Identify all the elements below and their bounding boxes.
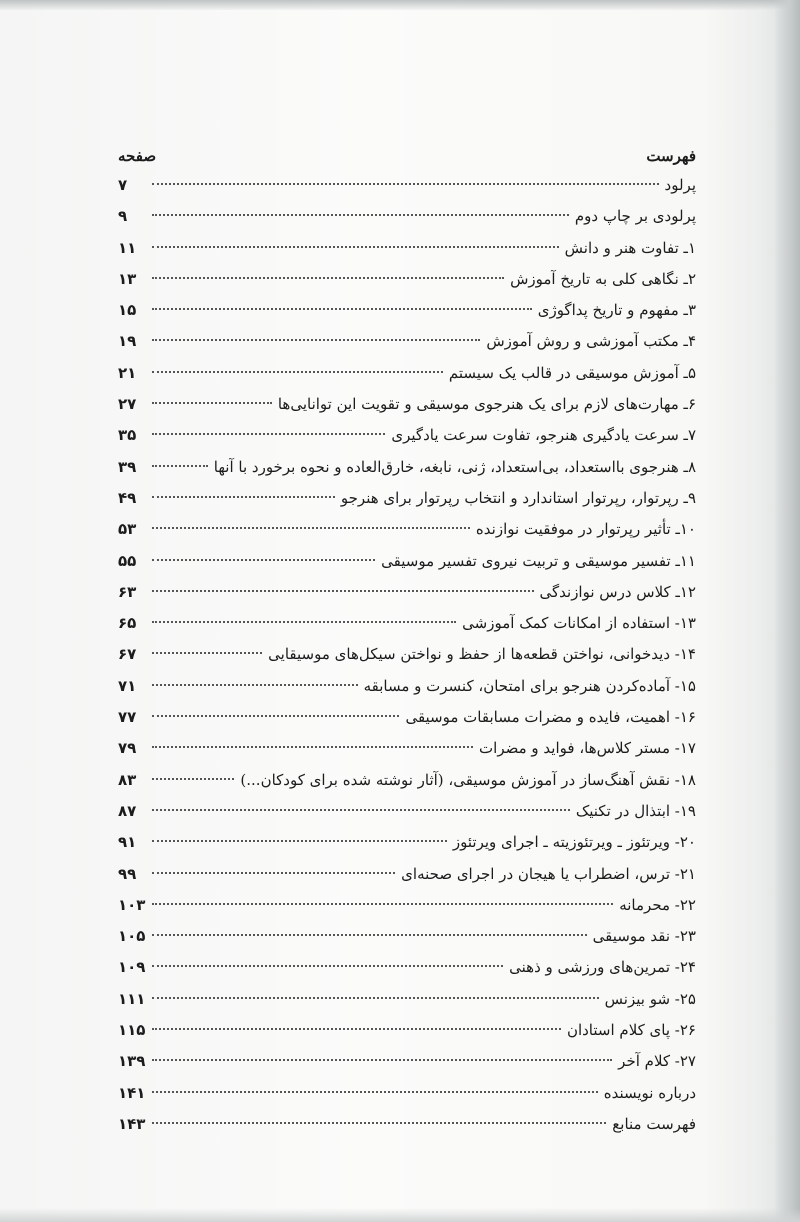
toc-entry	[118, 326, 696, 357]
dot-leader	[152, 433, 385, 435]
dot-leader	[152, 339, 480, 341]
toc-entry-title: ۷ـ سرعت یادگیری هنرجو، تفاوت سرعت یادگیری	[391, 426, 696, 445]
toc-entry-title: ۸ـ هنرجوی بااستعداد، بی‌استعداد، ژنی، نابغه، خارق‌العاده و نحوه برخورد با آنها	[213, 457, 696, 476]
toc-entry-page-number: ۶۷	[118, 645, 137, 664]
toc-entry	[118, 483, 696, 514]
toc-entry-title: ۲۰- ویرتئوز ـ ویرتئوزیته ـ اجرای ویرتئوز	[452, 833, 696, 852]
toc-entry	[118, 639, 696, 670]
toc-entry-title: ۶ـ مهارت‌های لازم برای یک هنرجوی موسیقی و تقویت این توانایی‌ها	[277, 395, 696, 414]
toc-entry-page-number: ۵۵	[118, 551, 137, 570]
page-top-shadow	[0, 0, 800, 10]
dot-leader	[152, 371, 443, 373]
toc-entry-title: ۲۱- ترس، اضطراب یا هیجان در اجرای صحنه‌ای	[401, 864, 696, 883]
toc-entry-page-number: ۱۰۵	[118, 927, 146, 946]
toc-entry-page-number: ۷۱	[118, 676, 137, 695]
toc-entry-title: ۱۹- ابتذال در تکنیک	[575, 801, 696, 820]
toc-entry-title: ۱ـ تفاوت هنر و دانش	[564, 238, 696, 257]
table-of-contents	[118, 142, 696, 1140]
toc-entry	[118, 170, 696, 201]
dot-leader	[152, 277, 504, 279]
toc-entry	[118, 796, 696, 827]
toc-entry	[118, 295, 696, 326]
toc-entry	[118, 514, 696, 545]
dot-leader	[152, 559, 375, 561]
toc-entry	[118, 765, 696, 796]
toc-entry	[118, 546, 696, 577]
toc-entry-page-number: ۱۰۳	[118, 895, 146, 914]
toc-entry	[118, 1015, 696, 1046]
toc-entry-title: ۴ـ مکتب آموزشی و روش آموزش	[486, 332, 696, 351]
dot-leader	[152, 840, 447, 842]
toc-entry	[118, 577, 696, 608]
toc-entry-page-number: ۱۳	[118, 269, 137, 288]
toc-entry-page-number: ۷۹	[118, 739, 137, 758]
toc-entry-page-number: ۳۹	[118, 457, 137, 476]
dot-leader	[152, 746, 473, 748]
toc-entry-title: ۲۲- محرمانه	[619, 895, 696, 914]
toc-entry-title: پرلودی بر چاپ دوم	[574, 207, 696, 226]
toc-entry-page-number: ۸۳	[118, 770, 137, 789]
toc-entry-title: ۱۴- دیدخوانی، نواختن قطعه‌ها از حفظ و نواختن سیکل‌های موسیقایی	[268, 645, 696, 664]
dot-leader	[152, 934, 587, 936]
toc-entry-page-number: ۱۴۱	[118, 1083, 146, 1102]
toc-entry	[118, 1109, 696, 1140]
toc-entry-page-number: ۱۱	[118, 238, 137, 257]
toc-entry-title: درباره نویسنده	[603, 1083, 696, 1102]
dot-leader	[152, 715, 399, 717]
dot-leader	[152, 183, 659, 185]
dot-leader	[152, 652, 262, 654]
dot-leader	[152, 496, 335, 498]
toc-entry-page-number: ۹	[118, 207, 128, 226]
toc-entry-title: ۱۵- آماده‌کردن هنرجو برای امتحان، کنسرت و مسابقه	[363, 676, 696, 695]
toc-header	[118, 142, 696, 170]
toc-entry-title: ۱۷- مستر کلاس‌ها، فواید و مضرات	[479, 739, 696, 758]
page-bottom-shadow	[0, 1208, 800, 1222]
toc-entry	[118, 859, 696, 890]
toc-entry-page-number: ۴۹	[118, 488, 137, 507]
toc-entry	[118, 358, 696, 389]
toc-entry-page-number: ۸۷	[118, 801, 137, 820]
toc-entry-page-number: ۱۹	[118, 332, 137, 351]
toc-entry-title: ۱۳- استفاده از امکانات کمک آموزشی	[462, 614, 696, 633]
dot-leader	[152, 308, 532, 310]
toc-entry-page-number: ۶۳	[118, 582, 137, 601]
toc-entry-page-number: ۲۱	[118, 363, 137, 382]
toc-entry-title: ۱۰ـ تأثیر رپرتوار در موفقیت نوازنده	[475, 520, 696, 539]
toc-entry	[118, 702, 696, 733]
dot-leader	[152, 1059, 612, 1061]
toc-entry	[118, 921, 696, 952]
dot-leader	[152, 809, 570, 811]
toc-entry	[118, 201, 696, 232]
toc-entry-title: ۵ـ آموزش موسیقی در قالب یک سیستم	[448, 363, 696, 382]
toc-entry-title: ۲۷- کلام آخر	[618, 1052, 696, 1071]
dot-leader	[152, 684, 358, 686]
toc-entry	[118, 420, 696, 451]
toc-entry-page-number: ۹۱	[118, 833, 137, 852]
dot-leader	[152, 903, 613, 905]
toc-entry-title: فهرست منابع	[612, 1114, 696, 1133]
toc-entry-title: ۱۸- نقش آهنگ‌ساز در آموزش موسیقی، (آثار نوشته شده برای کودکان...)	[240, 770, 696, 789]
toc-entry-page-number: ۱۴۳	[118, 1114, 146, 1133]
toc-entry-title: ۲۶- پای کلام استادان	[566, 1021, 696, 1040]
dot-leader	[152, 965, 503, 967]
dot-leader	[152, 590, 534, 592]
toc-entry-page-number: ۶۵	[118, 614, 137, 633]
toc-entry	[118, 671, 696, 702]
toc-entry-title: ۱۲ـ کلاس درس نوازندگی	[539, 582, 696, 601]
toc-entry-page-number: ۱۵	[118, 301, 137, 320]
toc-entry-title: ۲ـ نگاهی کلی به تاریخ آموزش	[510, 269, 696, 288]
toc-entry	[118, 1046, 696, 1077]
toc-entry	[118, 952, 696, 983]
toc-entry-page-number: ۳۵	[118, 426, 137, 445]
toc-entry-page-number: ۱۱۵	[118, 1021, 146, 1040]
dot-leader	[152, 402, 272, 404]
toc-entry-page-number: ۱۱۱	[118, 989, 146, 1008]
toc-entry-title: ۱۶- اهمیت، فایده و مضرات مسابقات موسیقی	[405, 708, 696, 727]
toc-entry-title: ۳ـ مفهوم و تاریخ پداگوژی	[537, 301, 696, 320]
dot-leader	[152, 465, 208, 467]
toc-entry	[118, 984, 696, 1015]
toc-entry	[118, 733, 696, 764]
toc-entry-title: پرلود	[664, 176, 696, 194]
toc-entry	[118, 608, 696, 639]
dot-leader	[152, 214, 569, 216]
toc-heading: فهرست	[646, 147, 696, 165]
dot-leader	[152, 997, 599, 999]
toc-entry	[118, 233, 696, 264]
toc-entry-page-number: ۵۳	[118, 520, 137, 539]
toc-entry-page-number: ۱۰۹	[118, 958, 146, 977]
dot-leader	[152, 872, 395, 874]
toc-entry	[118, 1078, 696, 1109]
toc-entry-page-number: ۹۹	[118, 864, 137, 883]
dot-leader	[152, 778, 234, 780]
toc-entry	[118, 827, 696, 858]
toc-entry-page-number: ۷	[118, 176, 128, 194]
toc-entry	[118, 452, 696, 483]
page-edge-shadow	[774, 0, 800, 1222]
toc-entry-title: ۲۴- تمرین‌های ورزشی و ذهنی	[509, 958, 696, 977]
dot-leader	[152, 246, 559, 248]
toc-entry-title: ۲۳- نقد موسیقی	[592, 927, 696, 946]
toc-entry	[118, 389, 696, 420]
toc-entry-title: ۱۱ـ تفسیر موسیقی و تربیت نیروی تفسیر موسیقی	[381, 551, 696, 570]
toc-entry-title: ۲۵- شو بیزنس	[604, 989, 696, 1008]
toc-entry	[118, 264, 696, 295]
dot-leader	[152, 1028, 561, 1030]
dot-leader	[152, 527, 470, 529]
toc-entry-title: ۹ـ رپرتوار، رپرتوار استاندارد و انتخاب رپرتوار برای هنرجو	[340, 488, 696, 507]
toc-entry-page-number: ۲۷	[118, 395, 137, 414]
toc-entry-page-number: ۱۳۹	[118, 1052, 146, 1071]
toc-entry-list	[118, 170, 696, 1140]
toc-entry-page-number: ۷۷	[118, 708, 137, 727]
dot-leader	[152, 1122, 606, 1124]
page-column-heading: صفحه	[118, 147, 157, 165]
dot-leader	[152, 621, 456, 623]
toc-entry	[118, 890, 696, 921]
dot-leader	[152, 1091, 598, 1093]
